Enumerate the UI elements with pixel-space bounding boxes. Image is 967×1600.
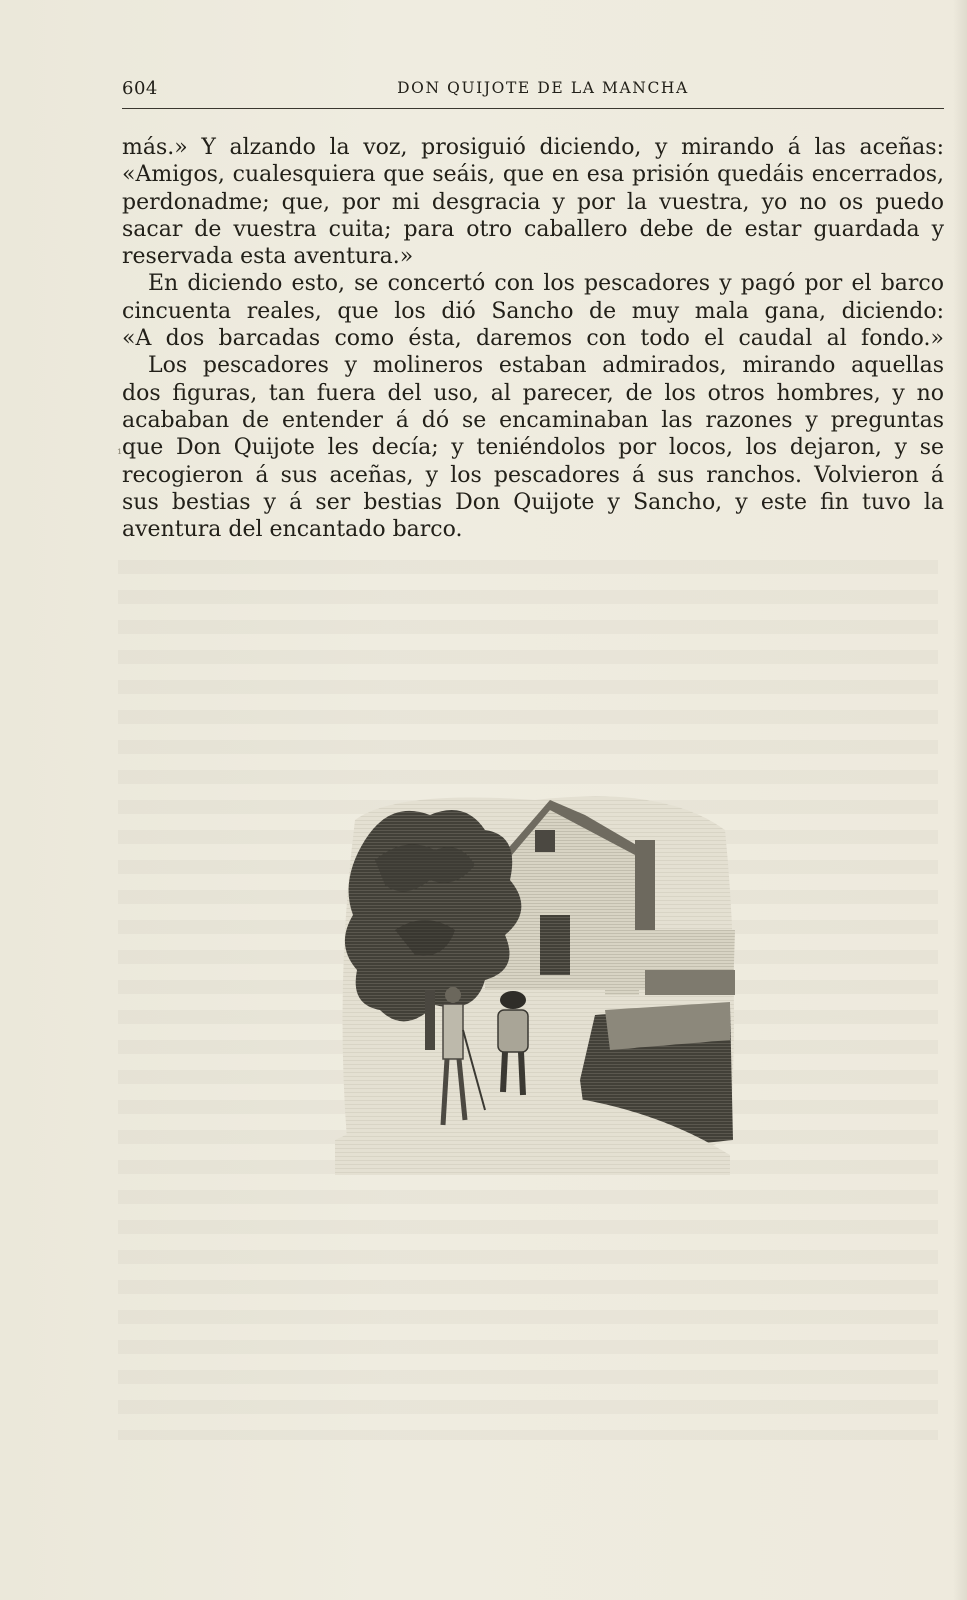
engraving-illustration-icon	[335, 780, 745, 1175]
text-line: cincuenta reales, que los dió Sancho de muy mala gana, diciendo:	[122, 298, 944, 324]
page-number: 604	[122, 78, 158, 99]
text-line: Los pescadores y molineros estaban admirados, mirando aquellas	[148, 353, 944, 379]
text-line: dos figuras, tan fuera del uso, al parecer, de los otros hombres, y no	[122, 380, 944, 406]
text-line: perdonadme; que, por mi desgracia y por la vuestra, yo no os puedo	[122, 189, 944, 215]
header-rule	[122, 108, 944, 109]
text-line: «A dos barcadas como ésta, daremos con todo el caudal al fondo.»	[122, 326, 944, 352]
text-line: sacar de vuestra cuita; para otro caballero debe de estar guardada y	[122, 216, 944, 242]
text-line: sus bestias y á ser bestias Don Quijote y Sancho, y este fin tuvo la	[122, 489, 944, 515]
margin-mark: ¹	[117, 447, 123, 462]
text-line: más.» Y alzando la voz, prosiguió diciendo, y mirando á las aceñas:	[122, 135, 944, 160]
page-edge-shadow	[953, 0, 967, 1600]
body-text	[122, 134, 944, 543]
text-line: «Amigos, cualesquiera que seáis, que en esa prisión quedáis encerrados,	[122, 162, 944, 188]
text-line: En diciendo esto, se concertó con los pescadores y pagó por el barco	[148, 271, 944, 297]
running-title: DON QUIJOTE DE LA MANCHA	[397, 79, 689, 97]
text-line: reservada esta aventura.»	[122, 244, 414, 270]
text-line: recogieron á sus aceñas, y los pescadores á sus ranchos. Volvieron á	[122, 462, 944, 488]
text-line: acababan de entender á dó se encaminaban las razones y preguntas	[122, 407, 944, 433]
running-header	[122, 76, 944, 106]
text-line: aventura del encantado barco.	[122, 517, 463, 543]
text-line: que Don Quijote les decía; y teniéndolos por locos, los dejaron, y se	[122, 435, 944, 461]
